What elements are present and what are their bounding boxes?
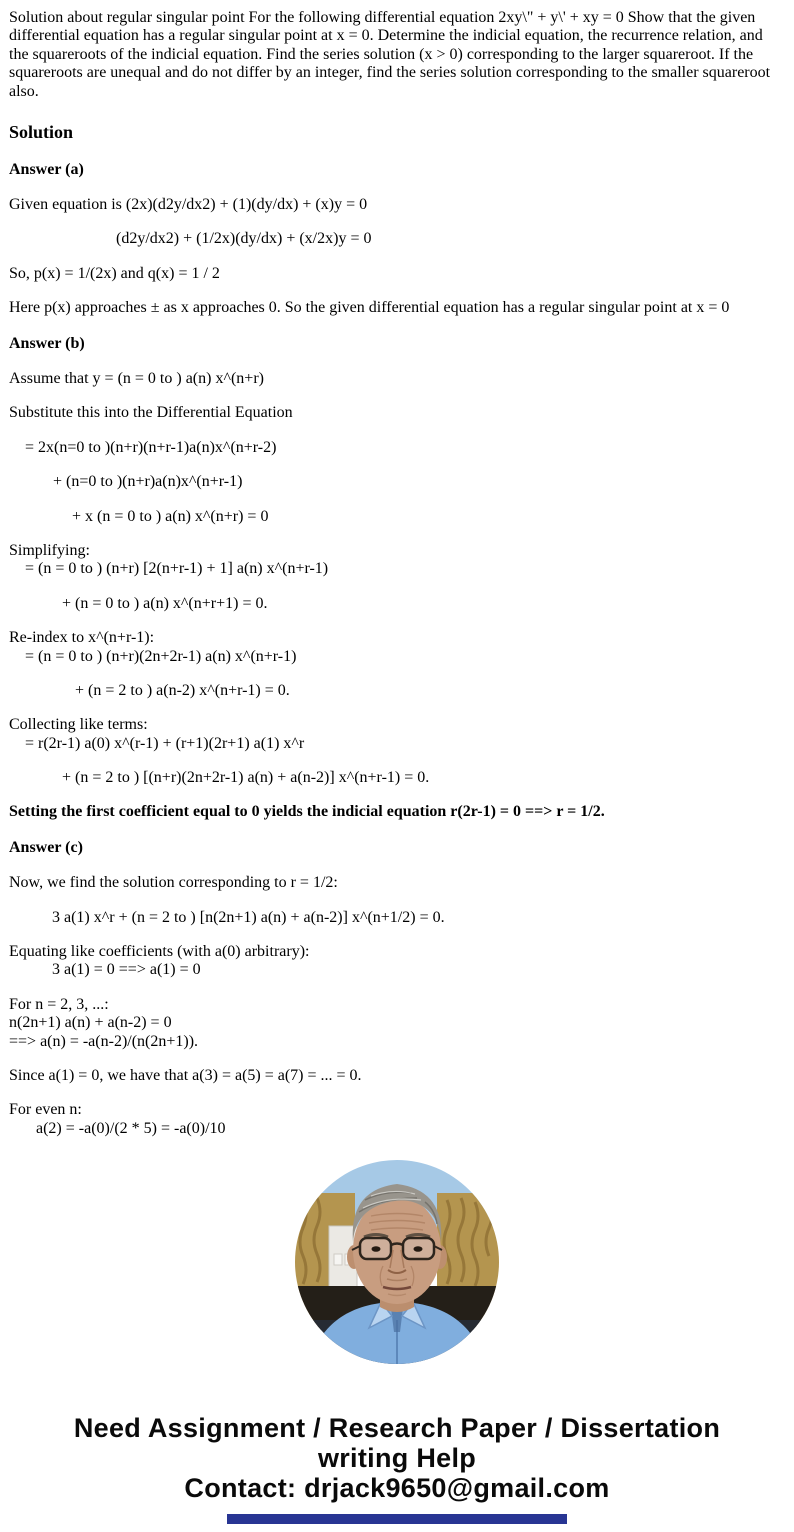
math-block	[9, 629, 785, 666]
answer-c-heading: Answer (c)	[9, 838, 83, 856]
label-line: Simplifying:	[9, 541, 90, 559]
math-line: = (n = 0 to ) (n+r)(2n+2r-1) a(n) x^(n+r-1)	[25, 647, 297, 665]
tutor-photo-container	[0, 1160, 794, 1364]
math-line: + (n = 2 to ) [(n+r)(2n+2r-1) a(n) + a(n-2)] x^(n+r-1) = 0.	[62, 769, 430, 787]
paragraph: Here p(x) approaches ± as x approaches 0. So the given differential equation has a regular singular point at x = 0	[9, 299, 730, 317]
math-line: + x (n = 0 to ) a(n) x^(n+r) = 0	[72, 507, 269, 525]
answer-b-heading: Answer (b)	[9, 334, 85, 352]
problem-statement: Solution about regular singular point For the following differential equation 2xy\" + y\' + xy = 0 Show that the given differential equation has a regular singular point at x = 0. Determine the indicial equation, the recurrence relation, and the squareroots of the indicial equation. Find the series solution (x > 0) corresponding to the larger squareroot. If the squareroots are unequal and do not differ by an integer, find the series solution corresponding to the smaller squareroot also.	[9, 9, 771, 100]
math-line: = (n = 0 to ) (n+r) [2(n+r-1) + 1] a(n) x^(n+r-1)	[25, 560, 329, 578]
paragraph: Given equation is (2x)(d2y/dx2) + (1)(dy/dx) + (x)y = 0	[9, 196, 368, 214]
footer-accent-bar	[227, 1514, 567, 1524]
math-line: (d2y/dx2) + (1/2x)(dy/dx) + (x/2x)y = 0	[116, 230, 372, 248]
paragraph: Assume that y = (n = 0 to ) a(n) x^(n+r)	[9, 369, 264, 387]
paragraph: Substitute this into the Differential Equation	[9, 404, 293, 422]
indicial-equation-statement: Setting the first coefficient equal to 0 yields the indicial equation r(2r-1) = 0 ==> r = 1/2.	[9, 803, 605, 821]
math-block	[9, 943, 785, 980]
promo-heading-line1: Need Assignment / Research Paper / Dissertation	[73, 1413, 721, 1443]
math-block	[9, 716, 785, 753]
math-line: 3 a(1) = 0 ==> a(1) = 0	[52, 961, 201, 979]
solution-heading: Solution	[9, 121, 74, 142]
math-line: + (n = 0 to ) a(n) x^(n+r+1) = 0.	[62, 594, 268, 612]
tutor-photo	[295, 1160, 499, 1364]
paragraph: Now, we find the solution corresponding to r = 1/2:	[9, 874, 338, 892]
math-line: 3 a(1) x^r + (n = 2 to ) [n(2n+1) a(n) + a(n-2)] x^(n+1/2) = 0.	[52, 908, 445, 926]
label-line: For n = 2, 3, ...:	[9, 995, 109, 1013]
promo-heading-line2: writing Help	[317, 1443, 477, 1473]
footer-promo	[0, 1413, 794, 1524]
math-block	[9, 1101, 785, 1138]
solution-document	[0, 9, 794, 1137]
answer-a-heading: Answer (a)	[9, 160, 84, 178]
label-line: For even n:	[9, 1101, 82, 1119]
label-line: Collecting like terms:	[9, 716, 148, 734]
math-line: ==> a(n) = -a(n-2)/(n(2n+1)).	[9, 1032, 199, 1050]
label-line: Equating like coefficients (with a(0) arbitrary):	[9, 943, 310, 961]
math-line: = 2x(n=0 to )(n+r)(n+r-1)a(n)x^(n+r-2)	[25, 438, 277, 456]
math-block	[9, 996, 785, 1051]
math-line: + (n = 2 to ) a(n-2) x^(n+r-1) = 0.	[75, 681, 290, 699]
math-block	[9, 542, 785, 579]
label-line: Re-index to x^(n+r-1):	[9, 629, 155, 647]
paragraph: Since a(1) = 0, we have that a(3) = a(5) = a(7) = ... = 0.	[9, 1066, 362, 1084]
math-line: n(2n+1) a(n) + a(n-2) = 0	[9, 1014, 172, 1032]
contact-email-line: Contact: drjack9650@gmail.com	[184, 1473, 610, 1503]
math-line: + (n=0 to )(n+r)a(n)x^(n+r-1)	[53, 473, 243, 491]
math-line-clipped: a(2) = -a(0)/(2 * 5) = -a(0)/10	[36, 1119, 226, 1137]
paragraph: So, p(x) = 1/(2x) and q(x) = 1 / 2	[9, 264, 220, 282]
math-line: = r(2r-1) a(0) x^(r-1) + (r+1)(2r+1) a(1) x^r	[25, 734, 305, 752]
